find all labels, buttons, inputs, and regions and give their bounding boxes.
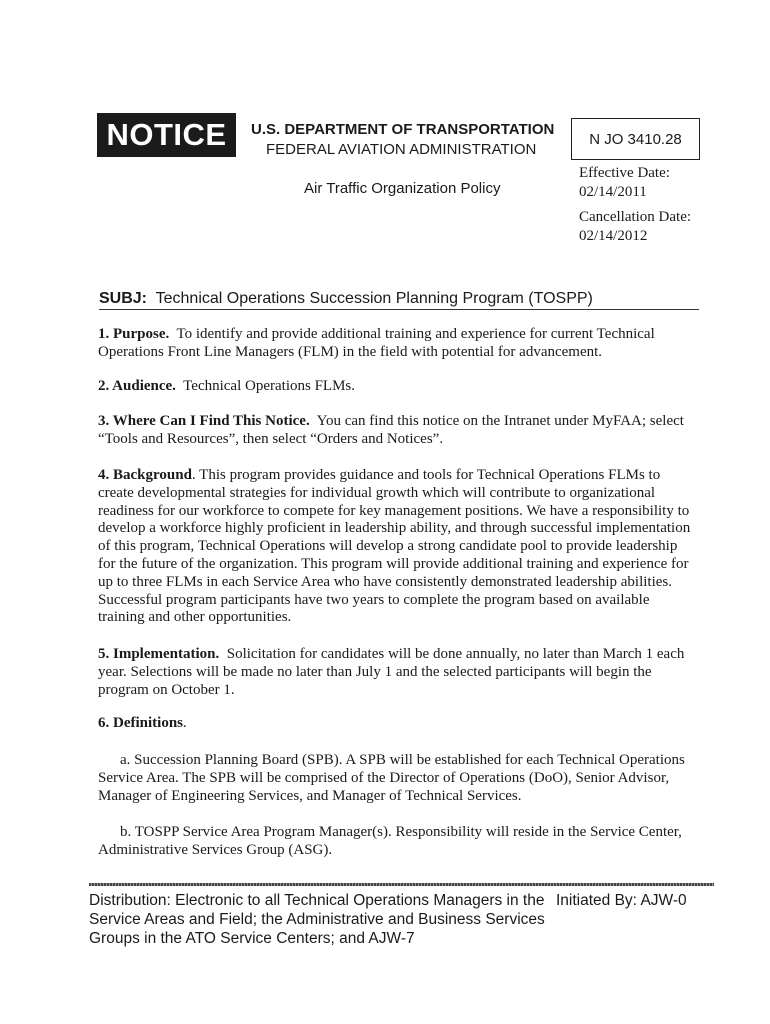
- footer-divider: [89, 883, 714, 886]
- subject-label: SUBJ:: [99, 290, 148, 307]
- section-title: 3. Where Can I Find This Notice.: [98, 413, 310, 429]
- section-body: .: [183, 715, 187, 731]
- section-title: 1. Purpose.: [98, 326, 170, 342]
- section-background: [98, 467, 698, 627]
- section-implementation: [98, 646, 698, 699]
- definition-spb: a. Succession Planning Board (SPB). A SPB will be established for each Technical Operations Service Area. The SPB will be comprised of the Director of Operations (DoO), Senior Advisor, Manager of Engineering Services, and Manager of Technical Services.: [98, 752, 685, 804]
- section-title: 2. Audience.: [98, 378, 176, 394]
- cancellation-date-label: Cancellation Date:: [579, 209, 692, 225]
- distribution-text: Distribution: Electronic to all Technical Operations Managers in the Service Areas and Field; the Administrative and Business Services Groups in the ATO Service Centers; and AJW-7: [89, 892, 545, 947]
- order-number-box: N JO 3410.28: [571, 118, 700, 160]
- agency-name: FEDERAL AVIATION ADMINISTRATION: [266, 141, 537, 158]
- cancellation-date-block: [579, 208, 691, 246]
- initiated-by-text: Initiated By: AJW-0: [556, 892, 687, 909]
- subject-text: Technical Operations Succession Planning Program (TOSPP): [155, 290, 593, 307]
- section-definitions: [98, 715, 698, 733]
- effective-date-value: 02/14/2011: [579, 184, 647, 200]
- notice-badge: NOTICE: [97, 113, 236, 157]
- policy-line: Air Traffic Organization Policy: [304, 180, 501, 197]
- section-body: To identify and provide additional training and experience for current Technical Operations Front Line Managers (FLM) in the field with potential for advancement.: [98, 326, 655, 360]
- section-title: 6. Definitions: [98, 715, 184, 731]
- section-body: Solicitation for candidates will be done annually, no later than March 1 each year. Selections will be made no later than July 1 and the selected participants will begin the program on October 1.: [98, 646, 685, 698]
- section-audience: [98, 378, 698, 396]
- cancellation-date-value: 02/14/2012: [579, 228, 648, 244]
- subject-line: [99, 290, 699, 310]
- definition-program-manager: b. TOSPP Service Area Program Manager(s). Responsibility will reside in the Service Center, Administrative Services Group (ASG).: [98, 824, 682, 858]
- section-body: . This program provides guidance and tools for Technical Operations FLMs to create developmental strategies for individual growth which will contribute to organizational readiness for our workforce to compete for key management positions. We have a responsibility to develop a workforce highly proficient in leadership ability, and through successful implementation of this program, Technical Operations will develop a strong candidate pool to provide leadership for the future of the organization. This program will provide additional training and experience for up to three FLMs in each Service Area who have consistently demonstrated leadership abilities. Successful program participants have two years to complete the program based on available training and other opportunities.: [98, 467, 691, 626]
- effective-date-label: Effective Date:: [579, 165, 670, 181]
- section-body: You can find this notice on the Intranet under MyFAA; select “Tools and Resources”, then select “Orders and Notices”.: [98, 413, 684, 447]
- section-title: 5. Implementation.: [98, 646, 220, 662]
- section-purpose: [98, 326, 698, 362]
- section-where-to-find: [98, 413, 698, 449]
- section-title: 4. Background: [98, 467, 192, 483]
- department-name: U.S. DEPARTMENT OF TRANSPORTATION: [251, 121, 555, 138]
- section-body: Technical Operations FLMs.: [183, 378, 355, 394]
- effective-date-block: [579, 164, 670, 202]
